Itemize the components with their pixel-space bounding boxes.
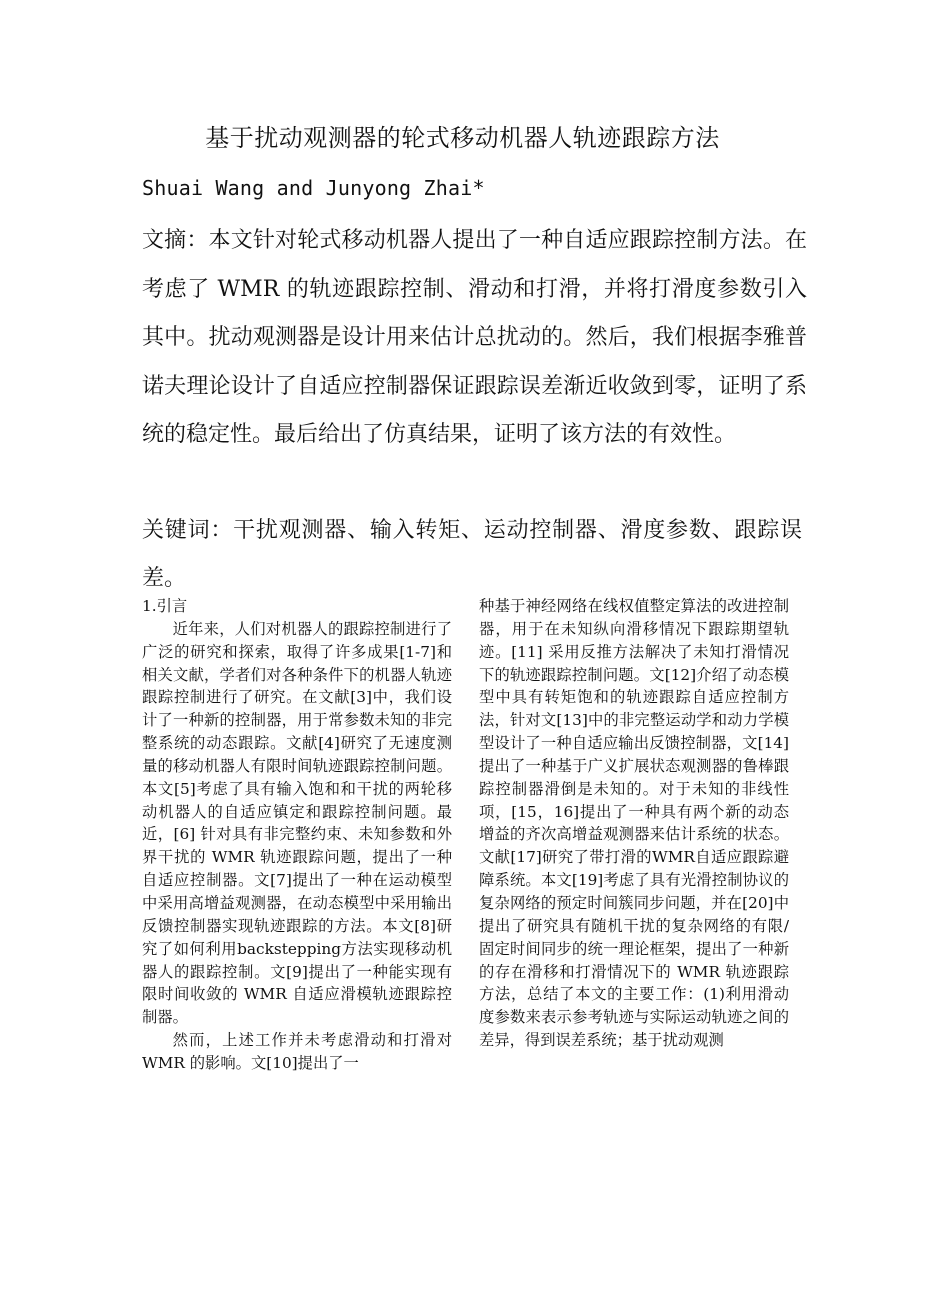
right-column [479, 595, 789, 1052]
paragraph: 然而，上述工作并未考虑滑动和打滑对 WMR 的影响。文[10]提出了一 [142, 1031, 452, 1072]
section-heading: 1.引言 [142, 597, 188, 615]
abstract: 文摘：本文针对轮式移动机器人提出了一种自适应跟踪控制方法。在考虑了 WMR 的轨迹跟踪控制、滑动和打滑，并将打滑度参数引入其中。扰动观测器是设计用来估计总扰动的。然后，我们根据李雅普诺夫理论设计了自适应控制器保证跟踪误差渐近收敛到零，证明了系统的稳定性。最后给出了仿真结果，证明了该方法的有效性。 [142, 228, 807, 447]
paragraph: 种基于神经网络在线权值整定算法的改进控制器，用于在未知纵向滑移情况下跟踪期望轨迹。[11] 采用反推方法解决了未知打滑情况下的轨迹跟踪控制问题。文[12]介绍了动态模型中具有转矩饱和的轨迹跟踪自适应控制方法，针对文[13]中的非完整运动学和动力学模型设计了一种自适应输出反馈控制器，文[14]提出了一种基于广义扩展状态观测器的鲁棒跟踪控制器滑倒是未知的。对于未知的非线性项，[15，16]提出了一种具有两个新的动态增益的齐次高增益观测器来估计系统的状态。文献[17]研究了带打滑的WMR自适应跟踪避障系统。本文[19]考虑了具有光滑控制协议的复杂网络的预定时间簇同步问题，并在[20]中提出了研究具有随机干扰的复杂网络的有限/固定时间同步的统一理论框架，提出了一种新的存在滑移和打滑情况下的 WMR 轨迹跟踪方法，总结了本文的主要工作：(1)利用滑动度参数来表示参考轨迹与实际运动轨迹之间的差异，得到误差系统；基于扰动观测 [479, 597, 789, 1050]
keywords: 关键词：干扰观测器、输入转矩、运动控制器、滑度参数、跟踪误差。 [142, 518, 802, 591]
left-column [142, 595, 452, 1075]
paper-title: 基于扰动观测器的轮式移动机器人轨迹跟踪方法 [205, 124, 720, 152]
paragraph: 近年来，人们对机器人的跟踪控制进行了广泛的研究和探索，取得了许多成果[1-7]和相关文献，学者们对各种条件下的机器人轨迹跟踪控制进行了研究。在文献[3]中，我们设计了一种新的控制器，用于常参数未知的非完整系统的动态跟踪。文献[4]研究了无速度测量的移动机器人有限时间轨迹跟踪控制问题。本文[5]考虑了具有输入饱和和干扰的两轮移动机器人的自适应镇定和跟踪控制问题。最近，[6] 针对具有非完整约束、未知参数和外界干扰的 WMR 轨迹跟踪问题，提出了一种自适应控制器。文[7]提出了一种在运动模型中采用高增益观测器，在动态模型中采用输出反馈控制器实现轨迹跟踪的方法。本文[8]研究了如何利用backstepping方法实现移动机器人的跟踪控制。文[9]提出了一种能实现有限时间收敛的 WMR 自适应滑模轨迹跟踪控制器。 [142, 619, 452, 1027]
paper-authors: Shuai Wang and Junyong Zhai* [142, 176, 485, 200]
